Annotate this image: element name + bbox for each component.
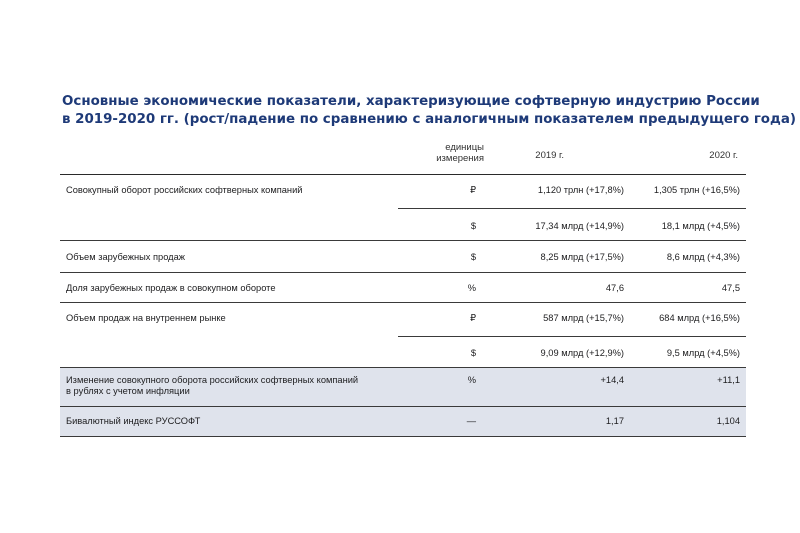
row-unit: $: [470, 221, 476, 231]
row-label: Доля зарубежных продаж в совокупном обороте: [66, 283, 276, 293]
table-row: [60, 209, 746, 241]
row-unit: ₽: [470, 185, 476, 195]
title-line-1: Основные экономические показатели, характеризующие софтверную индустрию России: [62, 94, 760, 109]
table-row: [60, 406, 746, 437]
row-unit: $: [470, 348, 476, 358]
row-value-2020: 47,5: [721, 283, 740, 293]
row-value-2020: 1,104: [716, 416, 740, 426]
row-label: Объем зарубежных продаж: [66, 252, 185, 262]
header-units-line-2: измерения: [436, 153, 484, 164]
row-value-2020: 8,6 млрд (+4,3%): [666, 252, 740, 262]
row-value-2019: 9,09 млрд (+12,9%): [540, 348, 624, 358]
row-value-2019: 47,6: [605, 283, 624, 293]
table-header: [60, 138, 746, 175]
row-unit: %: [467, 283, 476, 293]
row-unit: ₽: [470, 313, 476, 323]
row-value-2020: 1,305 трлн (+16,5%): [653, 185, 740, 195]
row-label: Совокупный оборот российских софтверных компаний: [66, 185, 303, 195]
indicators-table: [60, 138, 746, 437]
row-unit: —: [466, 416, 476, 426]
table-row: [60, 367, 746, 406]
row-value-2020: 684 млрд (+16,5%): [659, 313, 740, 323]
row-unit: $: [470, 252, 476, 262]
table-row: [60, 303, 746, 337]
header-units-line-1: единицы: [445, 142, 484, 153]
row-unit: %: [467, 375, 476, 385]
table-row: [60, 337, 746, 367]
row-value-2019: 17,34 млрд (+14,9%): [535, 221, 624, 231]
table-row: [60, 241, 746, 273]
row-label-line-2: в рублях с учетом инфляции: [66, 386, 190, 396]
row-value-2020: 9,5 млрд (+4,5%): [666, 348, 740, 358]
row-value-2019: +14,4: [600, 375, 624, 385]
table-title: [62, 93, 796, 129]
row-label: Бивалютный индекс РУССОФТ: [66, 416, 201, 426]
table-row: [60, 175, 746, 209]
row-value-2019: 587 млрд (+15,7%): [543, 313, 624, 323]
row-value-2019: 8,25 млрд (+17,5%): [540, 252, 624, 262]
row-value-2019: 1,120 трлн (+17,8%): [537, 185, 624, 195]
row-label-line-1: Изменение совокупного оборота российских софтверных компаний: [66, 375, 359, 385]
row-label: Объем продаж на внутреннем рынке: [66, 313, 226, 323]
row-value-2019: 1,17: [605, 416, 624, 426]
row-value-2020: 18,1 млрд (+4,5%): [661, 221, 740, 231]
row-value-2020: +11,1: [717, 375, 740, 385]
header-2020: 2020 г.: [709, 150, 738, 161]
header-units: [396, 142, 484, 164]
title-line-2: в 2019-2020 гг. (рост/падение по сравнению с аналогичным показателем предыдущего года): [62, 112, 796, 127]
row-label: [66, 375, 396, 397]
table-row: [60, 273, 746, 303]
header-2019: 2019 г.: [535, 150, 564, 161]
